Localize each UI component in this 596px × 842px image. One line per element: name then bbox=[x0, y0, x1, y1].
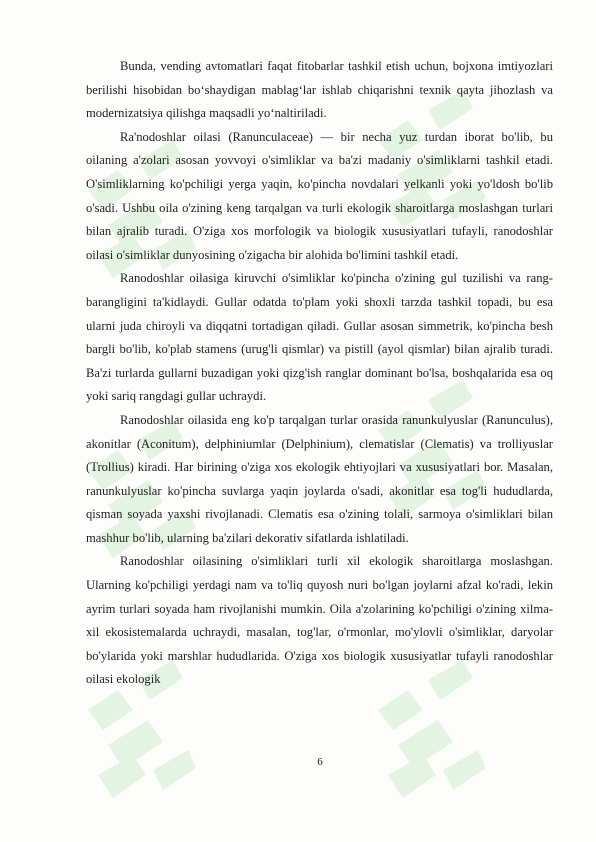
paragraph: Ranodoshlar oilasining o'simliklari turli xil ekologik sharoitlarga moslashgan. Ularning ko'pchiligi yerdagi nam va to'liq quyosh nuri bo'lgan joylarni afzal ko'radi, lekin ayrim turlari soyada ham rivojlanishi mumkin. Oila a'zolarining ko'pchiligi o'zining xilma-xil ekosistemalarda uchraydi, masalan, tog'lar, o'rmonlar, mo'ylovli o'simliklar, daryolar bo'ylarida yoki marshlar hududlarida. O'ziga xos biologik xususiyatlar tufayli ranodoshlar oilasi ekologik bbox=[86, 554, 553, 687]
paragraph: Bunda, vending avtomatlari faqat fitobarlar tashkil etish uchun, bojxona imtiyozlari berilishi hisobidan bo‘shaydigan mablag‘lar ishlab chiqarishni texnik qayta jihozlash va modernizatsiya qilishga maqsadli yo‘naltiriladi. bbox=[86, 59, 553, 121]
page-number: 6 bbox=[317, 756, 323, 768]
document-body bbox=[86, 55, 553, 692]
paragraph: Ranodoshlar oilasida eng ko'p tarqalgan turlar orasida ranunkulyuslar (Ranunculus), akonitlar (Aconitum), delphiniumlar (Delphinium), clematislar (Clematis) va trolliyuslar (Trollius) kiradi. Har birining o'ziga xos ekologik ehtiyojlari va xususiyatlari bor. Masalan, ranunkulyuslar ko'pincha suvlarga yaqin joylarda o'sadi, akonitlar esa tog'li hududlarda, qisman soyada yaxshi rivojlanadi. Clematis esa o'zining tolali, sarmoya o'simliklari bilan mashhur bo'lib, ularning ba'zilari dekorativ sifatlarda ishlatiladi. bbox=[86, 412, 553, 545]
paragraph: Ra'nodoshlar oilasi (Ranunculaceae) — bir necha yuz turdan iborat bo'lib, bu oilaning a'zolari asosan yovvoyi o'simliklar va ba'zi madaniy o'simliklarni tashkil etadi. O'simliklarning ko'pchiligi yerga yaqin, ko'pincha novdalari yelkanli yoki yo'ldosh bo'lib o'sadi. Ushbu oila o'zining keng tarqalgan va turli ekologik sharoitlarga moslashgan turlari bilan ajralib turadi. O'ziga xos morfologik va biologik xususiyatlari tufayli, ranodoshlar oilasi o'simliklar dunyosining o'zigacha bir alohida bo'limini tashkil etadi. bbox=[86, 129, 553, 262]
paragraph: Ranodoshlar oilasiga kiruvchi o'simliklar ko'pincha o'zining gul tuzilishi va rang-barangligini ta'kidlaydi. Gullar odatda to'plam yoki shoxli tarzda tashkil topadi, bu esa ularni juda chiroyli va diqqatni tortadigan qiladi. Gullar asosan simmetrik, ko'pincha besh bargli bo'lib, ko'plab stamens (urug'li qismlar) va pistill (ayol qismlar) bilan ajralib turadi. Ba'zi turlarda gullarni buzadigan yoki qizg'ish ranglar dominant bo'lsa, boshqalarida esa oq yoki sariq rangdagi gullar uchraydi. bbox=[86, 271, 553, 404]
